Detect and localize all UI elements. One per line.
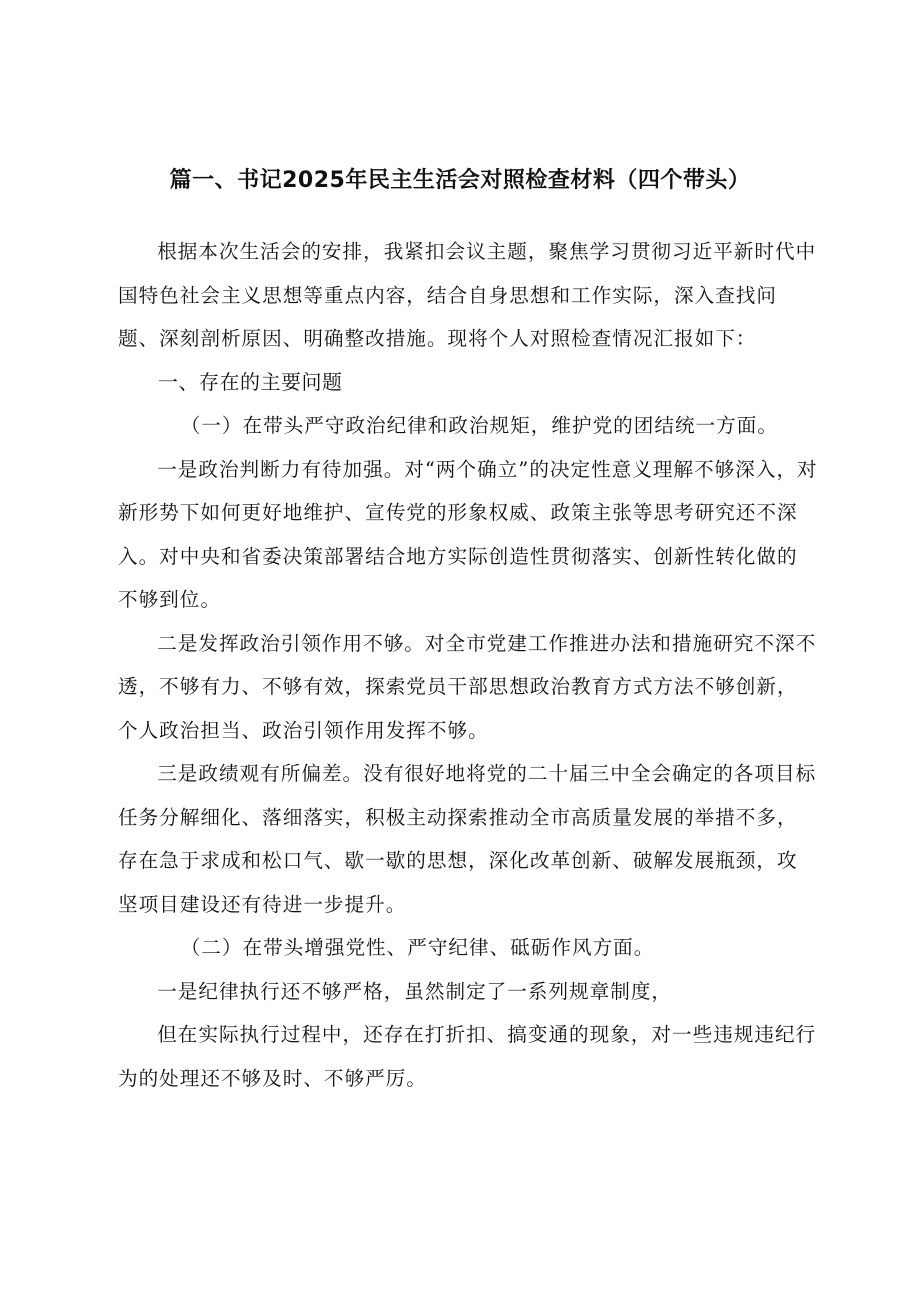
- document-title: 篇一、书记2025年民主生活会对照检查材料（四个带头）: [169, 168, 751, 193]
- section-heading: 一、存在的主要问题: [158, 369, 343, 394]
- subsection-heading: （二）在带头增强党性、严守纪律、砥砺作风方面。: [180, 936, 655, 959]
- document-body: [118, 230, 818, 1100]
- body-paragraph: 一是纪律执行还不够严格，虽然制定了一系列规章制度，: [157, 979, 673, 1003]
- body-paragraph: 但在实际执行过程中，还存在打折扣、搞变通的现象，对一些违规违纪行为的处理还不够及时、不够严厉。: [118, 1023, 817, 1090]
- body-paragraph: 一是政治判断力有待加强。对“两个确立”的决定性意义理解不够深入，对新形势下如何更好地维护、宣传党的形象权威、政策主张等思考研究还不深入。对中央和省委决策部署结合地方实际创造性贯彻落实、创新性转化做的不够到位。: [118, 457, 818, 611]
- intro-paragraph: 根据本次生活会的安排，我紧扣会议主题，聚焦学习贯彻习近平新时代中国特色社会主义思想等重点内容，结合自身思想和工作实际，深入查找问题、深刻剖析原因、明确整改措施。现将个人对照检查情况汇报如下：: [118, 240, 817, 350]
- body-paragraph: 三是政绩观有所偏差。没有很好地将党的二十届三中全会确定的各项目标任务分解细化、落细落实，积极主动探索推动全市高质量发展的举措不多，存在急于求成和松口气、歇一歇的思想，深化改革创新、破解发展瓶颈，攻坚项目建设还有待进一步提升。: [118, 762, 817, 916]
- body-paragraph: 二是发挥政治引领作用不够。对全市党建工作推进办法和措施研究不深不透，不够有力、不够有效，探索党员干部思想政治教育方式方法不够创新，个人政治担当、政治引领作用发挥不够。: [118, 631, 817, 742]
- subsection-heading: （一）在带头严守政治纪律和政治规矩，维护党的团结统一方面。: [180, 414, 778, 437]
